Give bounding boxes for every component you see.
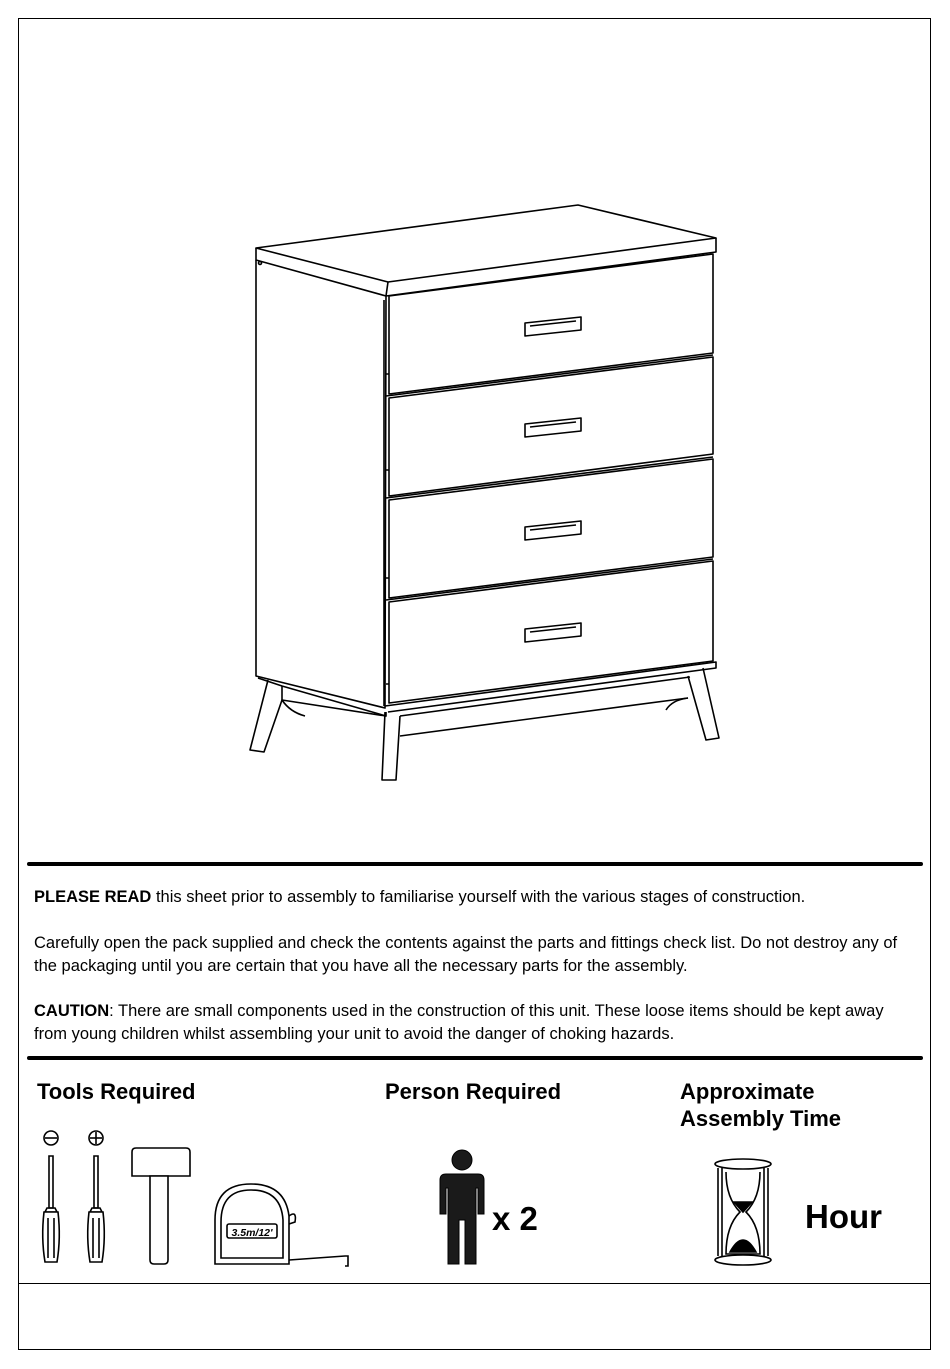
tape-measure-icon: [205, 1180, 355, 1270]
tools-heading: Tools Required: [37, 1079, 196, 1104]
person-icon: [438, 1148, 488, 1268]
assembly-time-value: Hour: [805, 1198, 882, 1235]
flathead-screwdriver-icon: [36, 1128, 66, 1268]
assembly-time-heading-line1: Approximate: [680, 1079, 815, 1104]
phillips-screwdriver-icon: [81, 1128, 111, 1268]
check-contents-text: Carefully open the pack supplied and check the contents against the parts and fittings check list. Do not destroy any of the packaging until you are certain that you have all the necessary parts for the assembly.: [34, 934, 898, 975]
divider-bottom: [27, 1056, 923, 1060]
person-count: x 2: [492, 1200, 538, 1237]
please-read-note: [34, 886, 914, 909]
check-contents-note: [34, 932, 914, 978]
person-heading: Person Required: [385, 1079, 562, 1104]
caution-text: : There are small components used in the construction of this unit. These loose items should be kept away from young children whilst assembling your unit to avoid the danger of choking hazards.: [34, 1002, 884, 1043]
divider-top: [27, 862, 923, 866]
tape-measure-label: 3.5m/12': [231, 1227, 273, 1239]
assembly-time-heading-line2: Assembly Time: [680, 1106, 842, 1131]
assembly-time-heading: [680, 1078, 841, 1132]
footer-divider: [18, 1283, 931, 1284]
please-read-label: PLEASE READ: [34, 888, 152, 906]
hourglass-icon: [710, 1158, 776, 1266]
hammer-icon: [128, 1146, 194, 1266]
caution-label: CAUTION: [34, 1002, 110, 1020]
caution-note: [34, 1000, 914, 1046]
please-read-text: this sheet prior to assembly to familiarise yourself with the various stages of construction.: [151, 888, 806, 906]
